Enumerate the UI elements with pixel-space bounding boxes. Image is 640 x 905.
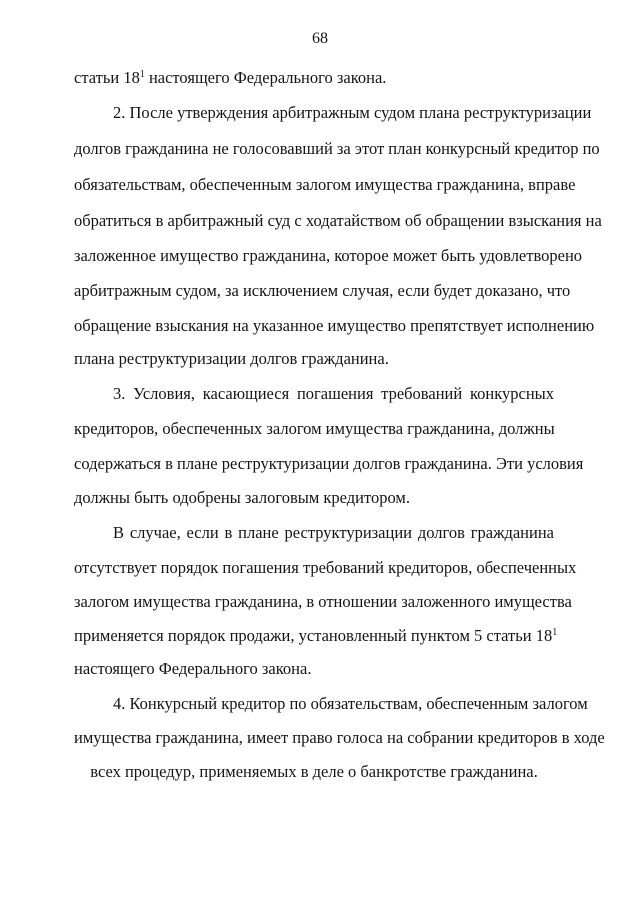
text-line: В случае, если в плане реструктуризации долгов гражданина — [113, 523, 554, 542]
superscript: 1 — [552, 627, 558, 638]
text-line: долгов гражданина не голосовавший за этот план конкурсный кредитор по — [74, 139, 600, 158]
text-line: имущества гражданина, имеет право голоса на собрании кредиторов в ходе — [74, 728, 605, 747]
text-line: отсутствует порядок погашения требований кредиторов, обеспеченных — [74, 558, 577, 577]
line-text: статьи 18 — [74, 68, 140, 87]
line-text: настоящего Федерального закона. — [144, 68, 387, 87]
text-line: арбитражным судом, за исключением случая, если будет доказано, что — [74, 281, 571, 300]
page-number: 68 — [312, 30, 328, 47]
line-text: применяется порядок продажи, установленный пунктом 5 статьи 18 — [74, 626, 553, 645]
text-line: кредиторов, обеспеченных залогом имущества гражданина, должны — [74, 419, 555, 438]
superscript: 1 — [139, 69, 145, 80]
text-line: обращение взыскания на указанное имущество препятствует исполнению — [74, 316, 595, 335]
text-line: заложенное имущество гражданина, которое может быть удовлетворено — [74, 246, 583, 265]
text-line — [74, 68, 554, 88]
text-line: всех процедур, применяемых в деле о банкротстве гражданина. — [90, 762, 538, 781]
text-line: содержаться в плане реструктуризации долгов гражданина. Эти условия — [74, 454, 584, 473]
text-line — [74, 626, 558, 646]
text-line: 3. Условия, касающиеся погашения требований конкурсных — [113, 384, 554, 403]
text-line: должны быть одобрены залоговым кредитором. — [74, 488, 410, 507]
text-line: 4. Конкурсный кредитор по обязательствам, обеспеченным залогом — [113, 694, 588, 713]
text-line: залогом имущества гражданина, в отношении заложенного имущества — [74, 592, 572, 611]
text-line: плана реструктуризации долгов гражданина. — [74, 349, 389, 368]
text-line: обратиться в арбитражный суд с ходатайством об обращении взыскания на — [74, 211, 602, 230]
text-line: 2. После утверждения арбитражным судом плана реструктуризации — [113, 103, 592, 122]
text-line: настоящего Федерального закона. — [74, 659, 312, 678]
text-line: обязательствам, обеспеченным залогом имущества гражданина, вправе — [74, 175, 576, 194]
